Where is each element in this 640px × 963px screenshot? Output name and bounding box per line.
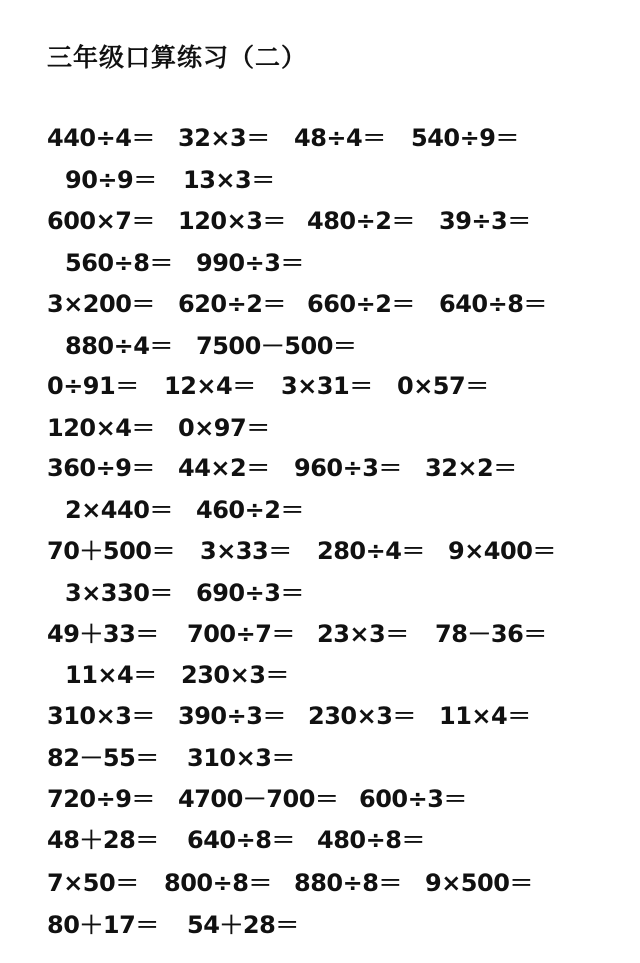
arithmetic-problem: 800÷8＝ — [164, 869, 272, 897]
arithmetic-problem: 480÷2＝ — [307, 207, 415, 235]
arithmetic-problem: 880÷4＝ — [65, 332, 173, 360]
arithmetic-problem: 640÷8＝ — [439, 290, 547, 318]
arithmetic-problem: 230×3＝ — [181, 661, 289, 689]
problem-row — [0, 535, 640, 567]
arithmetic-problem: 310×3＝ — [187, 744, 295, 772]
arithmetic-problem: 230×3＝ — [308, 702, 416, 730]
arithmetic-problem: 7×50＝ — [47, 869, 139, 897]
arithmetic-problem: 12×4＝ — [164, 372, 256, 400]
arithmetic-problem: 960÷3＝ — [294, 454, 402, 482]
problem-row — [0, 783, 640, 815]
problem-row — [0, 577, 640, 609]
arithmetic-problem: 44×2＝ — [178, 454, 270, 482]
arithmetic-problem: 700÷7＝ — [187, 620, 295, 648]
arithmetic-problem: 54＋28＝ — [187, 911, 299, 939]
arithmetic-problem: 70＋500＝ — [47, 537, 175, 565]
arithmetic-problem: 13×3＝ — [183, 166, 275, 194]
arithmetic-problem: 0×97＝ — [178, 414, 270, 442]
problem-row — [0, 452, 640, 484]
problem-row — [0, 247, 640, 279]
page-title: 三年级口算练习（二） — [47, 43, 308, 72]
problem-row — [0, 288, 640, 320]
arithmetic-problem: 32×2＝ — [425, 454, 517, 482]
arithmetic-problem: 3×33＝ — [200, 537, 292, 565]
arithmetic-problem: 82－55＝ — [47, 744, 159, 772]
problem-row — [0, 412, 640, 444]
problem-row — [0, 700, 640, 732]
problem-row — [0, 122, 640, 154]
arithmetic-problem: 0÷91＝ — [47, 372, 139, 400]
arithmetic-problem: 9×500＝ — [425, 869, 533, 897]
arithmetic-problem: 600÷3＝ — [359, 785, 467, 813]
problem-row — [0, 659, 640, 691]
problem-row — [0, 494, 640, 526]
arithmetic-problem: 7500－500＝ — [196, 332, 357, 360]
problem-row — [0, 909, 640, 941]
arithmetic-problem: 80＋17＝ — [47, 911, 159, 939]
arithmetic-problem: 720÷9＝ — [47, 785, 155, 813]
problem-row — [0, 618, 640, 650]
arithmetic-problem: 11×4＝ — [65, 661, 157, 689]
arithmetic-problem: 90÷9＝ — [65, 166, 157, 194]
arithmetic-problem: 480÷8＝ — [317, 826, 425, 854]
arithmetic-problem: 32×3＝ — [178, 124, 270, 152]
arithmetic-problem: 880÷8＝ — [294, 869, 402, 897]
arithmetic-problem: 360÷9＝ — [47, 454, 155, 482]
arithmetic-problem: 620÷2＝ — [178, 290, 286, 318]
problem-row — [0, 330, 640, 362]
arithmetic-problem: 0×57＝ — [397, 372, 489, 400]
arithmetic-problem: 23×3＝ — [317, 620, 409, 648]
problem-row — [0, 742, 640, 774]
arithmetic-problem: 280÷4＝ — [317, 537, 425, 565]
arithmetic-problem: 39÷3＝ — [439, 207, 531, 235]
arithmetic-problem: 660÷2＝ — [307, 290, 415, 318]
arithmetic-problem: 540÷9＝ — [411, 124, 519, 152]
arithmetic-problem: 120×3＝ — [178, 207, 286, 235]
arithmetic-problem: 690÷3＝ — [196, 579, 304, 607]
problem-row — [0, 205, 640, 237]
arithmetic-problem: 78－36＝ — [435, 620, 547, 648]
arithmetic-problem: 3×330＝ — [65, 579, 173, 607]
problem-row — [0, 867, 640, 899]
arithmetic-problem: 990÷3＝ — [196, 249, 304, 277]
arithmetic-problem: 600×7＝ — [47, 207, 155, 235]
arithmetic-problem: 390÷3＝ — [178, 702, 286, 730]
arithmetic-problem: 9×400＝ — [448, 537, 556, 565]
arithmetic-problem: 2×440＝ — [65, 496, 173, 524]
arithmetic-problem: 440÷4＝ — [47, 124, 155, 152]
problem-row — [0, 824, 640, 856]
arithmetic-problem: 310×3＝ — [47, 702, 155, 730]
arithmetic-problem: 120×4＝ — [47, 414, 155, 442]
arithmetic-problem: 49＋33＝ — [47, 620, 159, 648]
arithmetic-problem: 460÷2＝ — [196, 496, 304, 524]
arithmetic-problem: 48＋28＝ — [47, 826, 159, 854]
arithmetic-problem: 3×31＝ — [281, 372, 373, 400]
arithmetic-problem: 3×200＝ — [47, 290, 155, 318]
arithmetic-problem: 640÷8＝ — [187, 826, 295, 854]
arithmetic-problem: 4700－700＝ — [178, 785, 339, 813]
arithmetic-problem: 48÷4＝ — [294, 124, 386, 152]
problem-row — [0, 370, 640, 402]
arithmetic-problem: 560÷8＝ — [65, 249, 173, 277]
arithmetic-problem: 11×4＝ — [439, 702, 531, 730]
problem-row — [0, 164, 640, 196]
